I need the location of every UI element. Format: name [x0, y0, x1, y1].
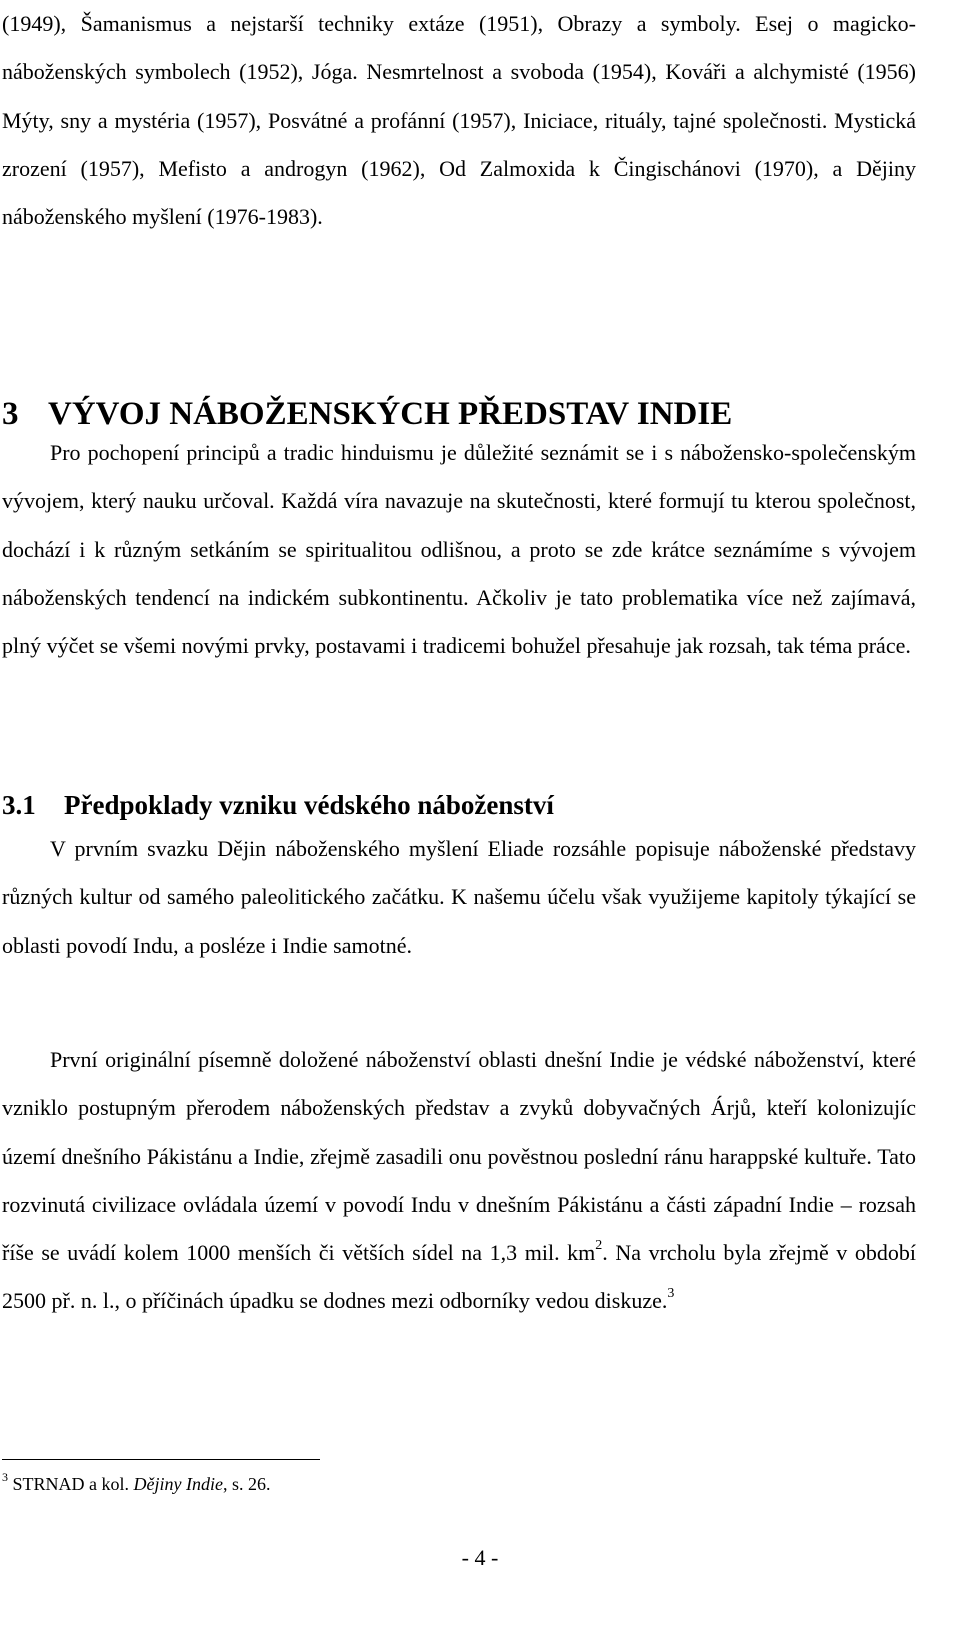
- km-superscript: 2: [595, 1237, 603, 1253]
- section-paragraph-1: [2, 825, 916, 970]
- page-number: - 4 -: [461, 1545, 499, 1570]
- chapter-intro-paragraph: Pro pochopení principů a tradic hinduismu je důležité seznámit se i s nábožensko-společenským vývojem, který nauku určoval. Každá víra navazuje na skutečnosti, které formují tu kterou společnost, dochází i k různým setkáním se spiritualitou odlišnou, a proto se zde krátce seznámíme s vývojem náboženských tendencí na indickém subkontinentu. Ačkoliv je tato problematika více než zajímavá, plný výčet se všemi novými prvky, postavami i tradicemi bohužel přesahuje jak rozsah, tak téma práce.: [2, 440, 916, 659]
- top-line-6: (1976-1983).: [207, 204, 323, 230]
- footnote: [2, 1470, 270, 1498]
- top-paragraph: [2, 0, 916, 241]
- top-paragraph-text: [2, 0, 916, 241]
- section-paragraph-2: [2, 1036, 916, 1326]
- top-line-1: (1949), Šamanismus a nejstarší techniky extáze (1951), Obrazy a symboly. Esej: [2, 11, 794, 36]
- footnote-pages: , s. 26.: [222, 1474, 271, 1494]
- section-paragraph-2-text: [2, 1036, 916, 1326]
- section-number: 3.1: [2, 790, 36, 820]
- footnote-separator: [2, 1459, 320, 1460]
- top-line-3: a alchymisté (1956) Mýty, sny a mystéria (1957), Posvátné a profánní (1957),: [2, 59, 916, 133]
- top-line-5: (1962), Od Zalmoxida k Čingischánovi (1970), a Dějiny náboženského myšlení: [2, 155, 916, 230]
- footnote-author: STRNAD a kol.: [12, 1474, 134, 1494]
- section-title: Předpoklady vzniku védského náboženství: [64, 790, 554, 820]
- section-heading: [2, 781, 554, 829]
- top-line-4: Iniciace, rituály, tajné společnosti. Mystická zrození (1957), Mefisto a androgyn: [2, 107, 917, 181]
- footnote-title: Dějiny Indie: [133, 1474, 223, 1494]
- chapter-title: VÝVOJ NÁBOŽENSKÝCH PŘEDSTAV INDIE: [48, 396, 733, 432]
- chapter-number: 3: [2, 396, 19, 432]
- top-line-2: o magicko-náboženských symbolech (1952), Jóga. Nesmrtelnost a svoboda (1954), Kováři: [2, 11, 917, 85]
- chapter-intro: [2, 429, 916, 670]
- footnote-number: 3: [2, 1470, 8, 1484]
- section-paragraph-1-text: V prvním svazku Dějin náboženského myšlení Eliade rozsáhle popisuje náboženské představy různých kultur od samého paleolitického začátku. K našemu účelu však využijeme kapitoly týkající se oblasti povodí Indu, a posléze i Indie samotné.: [2, 836, 916, 958]
- paragraph-2-main: První originální písemně doložené náboženství oblasti dnešní Indie je védské náboženství, které vzniklo postupným přerodem náboženských představ a zvyků dobyvačných Árjů, kteří kolonizujíc území dnešního Pákistánu a Indie, zřejmě zasadili onu pověstnou poslední ránu harappské kultuře. Tato rozvinutá civilizace ovládala území v povodí Indu v dnešním Pákistánu a části západní Indie – rozsah říše se uvádí kolem 1000 menších či větších sídel na 1,3 mil. km: [2, 1047, 916, 1266]
- footnote-reference: 3: [667, 1286, 675, 1302]
- paragraph-2-end: . Na vrcholu byla zřejmě v období 2500 př. n. l., o příčinách úpadku se dodnes mezi odborníky vedou diskuze.: [2, 1240, 916, 1314]
